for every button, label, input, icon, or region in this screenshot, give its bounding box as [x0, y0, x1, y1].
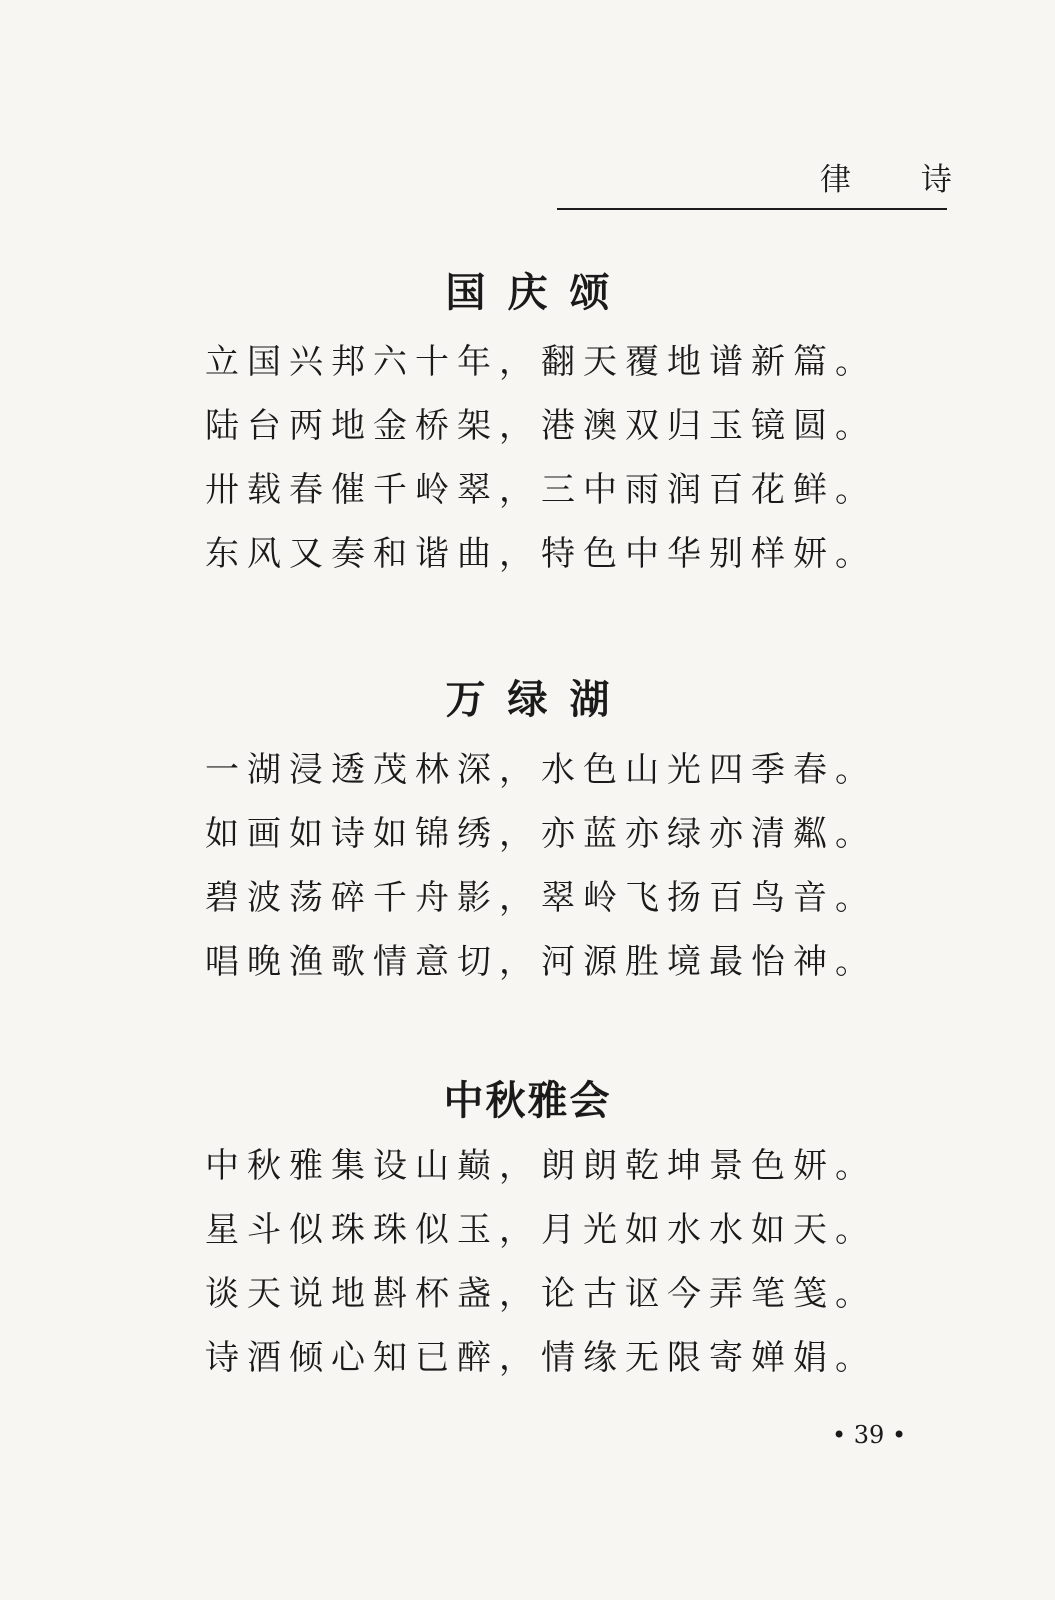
poem-line: 卅载春催千岭翠，三中雨润百花鲜。 — [205, 470, 877, 510]
poem-line: 碧波荡碎千舟影，翠岭飞扬百鸟音。 — [205, 878, 877, 918]
poem-body-national-day — [205, 330, 877, 586]
poem-line: 一湖浸透茂林深，水色山光四季春。 — [205, 750, 877, 790]
poem-line: 立国兴邦六十年，翻天覆地谱新篇。 — [205, 342, 877, 382]
poem-line: 唱晚渔歌情意切，河源胜境最怡神。 — [205, 942, 877, 982]
poem-line: 中秋雅集设山巅，朗朗乾坤景色妍。 — [205, 1146, 877, 1186]
poem-title-wanlv-lake: 万绿湖 — [445, 676, 632, 723]
poem-line: 星斗似珠珠似玉，月光如水水如天。 — [205, 1210, 877, 1250]
poem-body-mid-autumn — [205, 1134, 877, 1390]
header-rule — [557, 208, 947, 210]
poem-line: 陆台两地金桥架，港澳双归玉镜圆。 — [205, 406, 877, 446]
poem-title-national-day: 国庆颂 — [445, 269, 632, 316]
poem-body-wanlv-lake — [205, 738, 877, 994]
poem-line: 东风又奏和谐曲，特色中华别样妍。 — [205, 534, 877, 574]
running-header: 律 诗 — [820, 162, 982, 198]
poem-line: 如画如诗如锦绣，亦蓝亦绿亦清粼。 — [205, 814, 877, 854]
poem-title-mid-autumn: 中秋雅会 — [443, 1077, 612, 1124]
page-number: • 39 • — [832, 1421, 907, 1449]
poem-line: 诗酒倾心知已醉，情缘无限寄婵娟。 — [205, 1338, 877, 1378]
poem-line: 谈天说地斟杯盏，论古讴今弄笔笺。 — [205, 1274, 877, 1314]
